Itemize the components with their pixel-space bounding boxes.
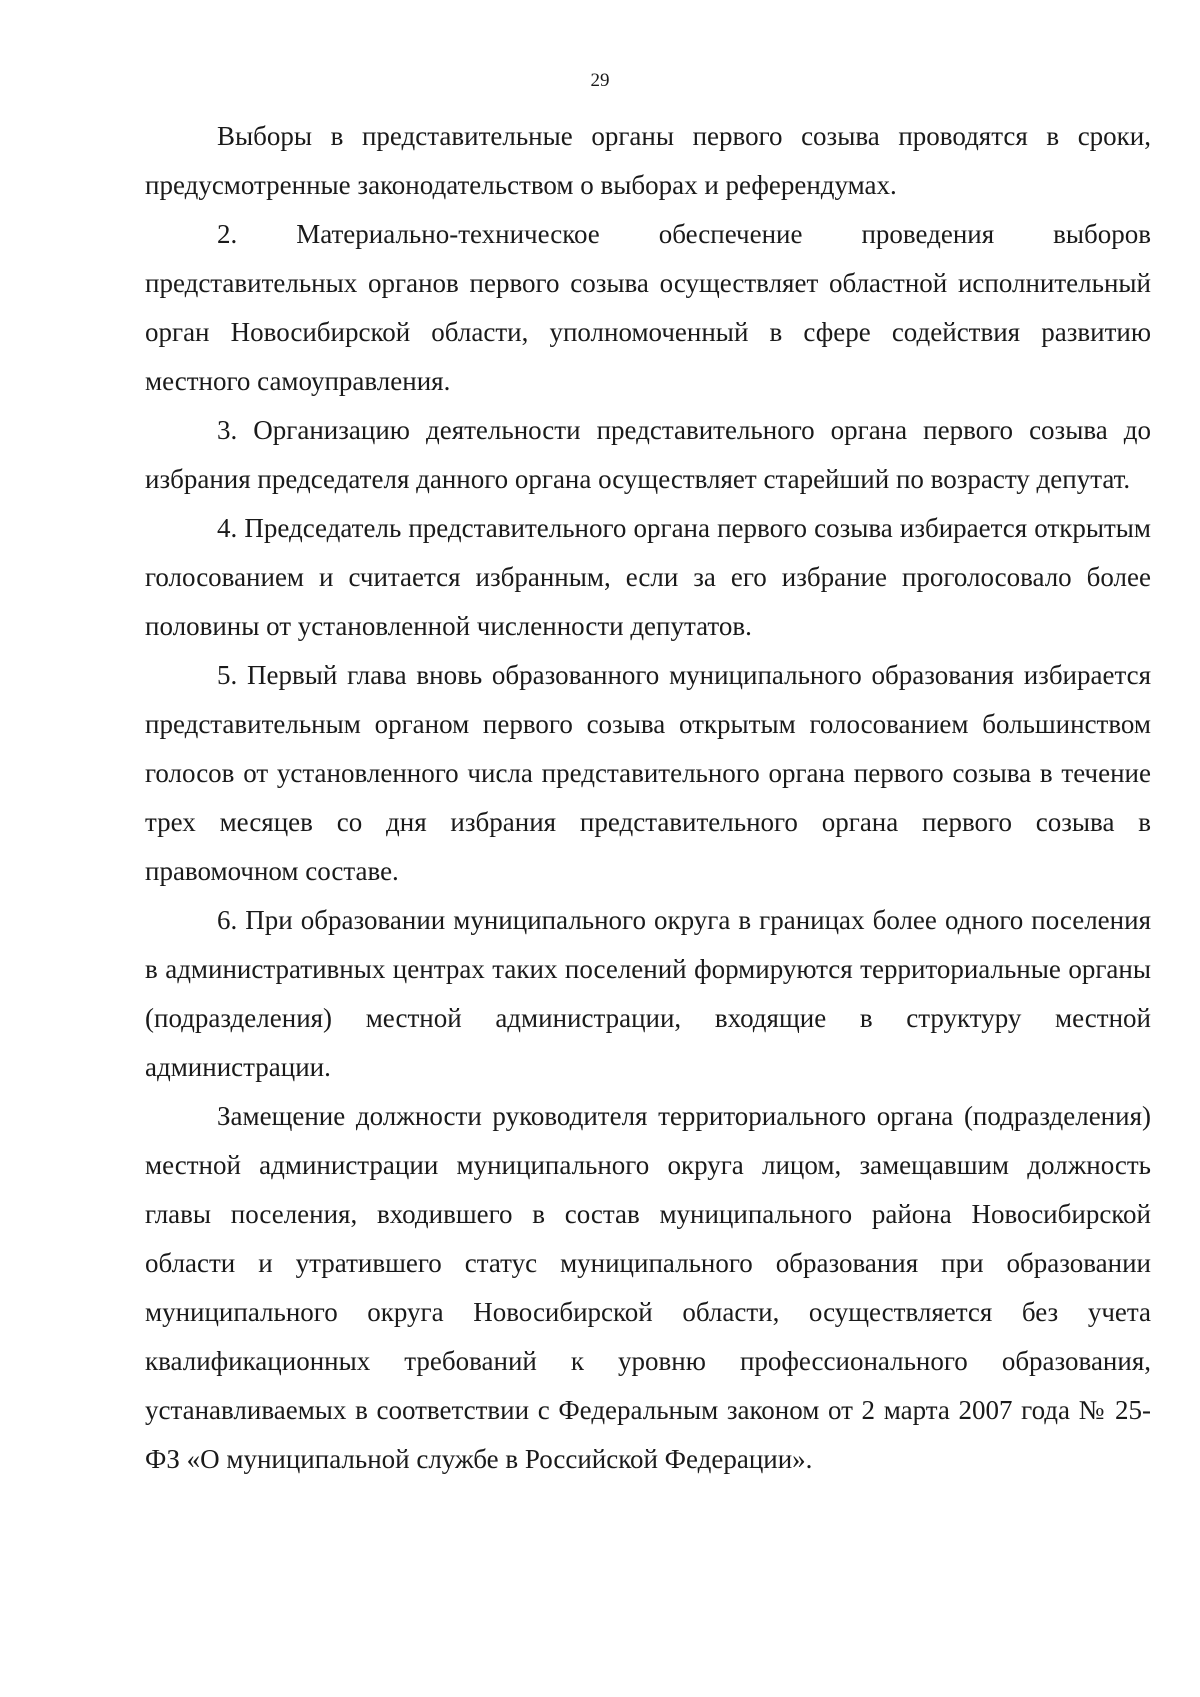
- paragraph-4-chairman: 4. Председатель представительного органа первого созыва избирается открытым голосованием и считается избранным, если за его избрание проголосовало более половины от установленной численности депутатов.: [145, 513, 1151, 641]
- document-body: [145, 112, 1151, 1484]
- paragraph-replacement-position: Замещение должности руководителя территориального органа (подразделения) местной администрации муниципального округа лицом, замещавшим должность главы поселения, входившего в состав муниципального района Новосибирской области и утратившего статус муниципального образования при образовании муниципального округа Новосибирской области, осуществляется без учета квалификационных требований к уровню профессионального образования, устанавливаемых в соответствии с Федеральным законом от 2 марта 2007 года № 25-ФЗ «О муниципальной службе в Российской Федерации».: [145, 1101, 1151, 1474]
- paragraph-3-organization: 3. Организацию деятельности представительного органа первого созыва до избрания председателя данного органа осуществляет старейший по возрасту депутат.: [145, 415, 1151, 494]
- paragraph-5-first-head: 5. Первый глава вновь образованного муниципального образования избирается представительным органом первого созыва открытым голосованием большинством голосов от установленного числа представительного органа первого созыва в течение трех месяцев со дня избрания представительного органа первого созыва в правомочном составе.: [145, 660, 1151, 886]
- paragraph-6-territorial-bodies: 6. При образовании муниципального округа в границах более одного поселения в административных центрах таких поселений формируются территориальные органы (подразделения) местной администрации, входящие в структуру местной администрации.: [145, 905, 1151, 1082]
- paragraph-2-logistics: 2. Материально-техническое обеспечение проведения выборов представительных органов первого созыва осуществляет областной исполнительный орган Новосибирской области, уполномоченный в сфере содействия развитию местного самоуправления.: [145, 219, 1151, 396]
- page-number: 29: [590, 70, 610, 91]
- paragraph-elections-first-convocation: Выборы в представительные органы первого созыва проводятся в сроки, предусмотренные законодательством о выборах и референдумах.: [145, 121, 1151, 200]
